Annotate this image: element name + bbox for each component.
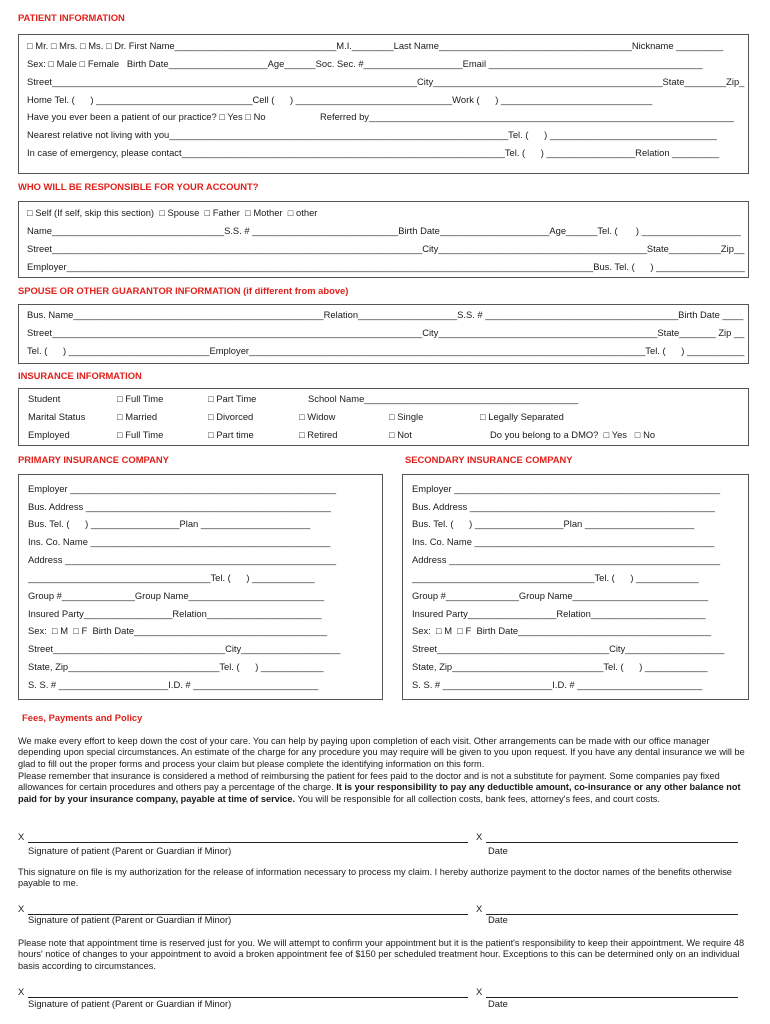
authorization-paragraph: This signature on file is my authorization for the release of information necessary to process my claim. I hereby authorize payment to the doctor names of the benefits otherwise payable to me. — [18, 867, 732, 889]
student-part-time-checkbox[interactable]: □ Part Time — [208, 393, 257, 404]
signature-x-2: X — [18, 903, 25, 914]
widow-checkbox[interactable]: □ Widow — [299, 411, 336, 422]
legally-separated-checkbox[interactable]: □ Legally Separated — [480, 411, 564, 422]
primary-ssn-field[interactable]: S. S. # _____________________I.D. # ________________________ — [28, 679, 319, 690]
patient-previous-row[interactable]: Have you ever been a patient of our practice? □ Yes □ No — [27, 111, 266, 122]
primary-street-field[interactable]: Street_________________________________City___________________ — [28, 643, 341, 654]
secondary-state-field[interactable]: State, Zip_____________________________Tel. ( ) ____________ — [412, 661, 708, 672]
employed-part-time-checkbox[interactable]: □ Part time — [208, 429, 254, 440]
fees-paragraph-1: We make every effort to keep down the cost of your care. You can help by paying upon completion of each visit. Other arrangements can be made with our office manager depending upon special circumstances. An estimate of the charge for any procedure you may require will be given to you upon request. If you have any dental insurance we will be glad to fill out the proper forms and process your claim but please complete the identifying information on this form. — [18, 736, 745, 769]
signature-label-2: Signature of patient (Parent or Guardian if Minor) — [28, 914, 232, 925]
retired-checkbox[interactable]: □ Retired — [299, 429, 338, 440]
referred-by-field[interactable]: Referred by______________________________________________________________________ — [320, 111, 734, 122]
divorced-checkbox[interactable]: □ Divorced — [208, 411, 254, 422]
responsible-employer-row[interactable]: Employer_____________________________________________________________________________________________________Bus. Tel. ( ) _________________ — [27, 261, 745, 272]
fees-heading: Fees, Payments and Policy — [22, 712, 143, 723]
marital-status-label: Marital Status — [28, 411, 86, 422]
patient-address-row[interactable]: Street______________________________________________________________________City____________________________________________State________Zip_ — [27, 76, 745, 87]
dmo-question[interactable]: Do you belong to a DMO? □ Yes □ No — [490, 429, 656, 440]
primary-heading: PRIMARY INSURANCE COMPANY — [18, 454, 169, 465]
secondary-tel-field[interactable]: ___________________________________Tel. ( ) ____________ — [412, 572, 699, 583]
signature-x-3: X — [18, 986, 25, 997]
secondary-heading: SECONDARY INSURANCE COMPANY — [405, 454, 573, 465]
employed-label: Employed — [28, 429, 70, 440]
primary-employer-field[interactable]: Employer ___________________________________________________ — [28, 483, 337, 494]
secondary-address-field[interactable]: Address ____________________________________________________ — [412, 554, 721, 565]
insurance-heading: INSURANCE INFORMATION — [18, 370, 142, 381]
primary-sex-field[interactable]: Sex: □ M □ F Birth Date_____________________________________ — [28, 625, 328, 636]
responsible-relation-row[interactable]: □ Self (If self, skip this section) □ Spouse □ Father □ Mother □ other — [27, 207, 318, 218]
secondary-bus-address-field[interactable]: Bus. Address _______________________________________________ — [412, 501, 715, 512]
primary-group-field[interactable]: Group #______________Group Name__________________________ — [28, 590, 325, 601]
emergency-contact-row[interactable]: In case of emergency, please contact______________________________________________________________Tel. ( ) _________________Relation _________ — [27, 147, 720, 158]
date-x-1: X — [476, 831, 483, 842]
student-label: Student — [28, 393, 61, 404]
employed-full-time-checkbox[interactable]: □ Full Time — [117, 429, 164, 440]
primary-insured-field[interactable]: Insured Party_________________Relation______________________ — [28, 608, 322, 619]
signature-line-1[interactable] — [28, 842, 468, 843]
date-x-3: X — [476, 986, 483, 997]
secondary-employer-field[interactable]: Employer ___________________________________________________ — [412, 483, 721, 494]
appointment-paragraph: Please note that appointment time is reserved just for you. We will attempt to confirm your appointment but it is the patient's responsibility to keep their appointment. We require 48 hours' notice of changes to your appointment to avoid a broken appointment fee of $150 per scheduled treatment hour. Exceptions to this can be determined only on an individual basis according to circumstances. — [18, 938, 745, 971]
secondary-ins-co-field[interactable]: Ins. Co. Name ______________________________________________ — [412, 536, 715, 547]
patient-sex-row[interactable]: Sex: □ Male □ Female Birth Date___________________Age______Soc. Sec. #___________________Email _________________________________________ — [27, 58, 703, 69]
date-x-2: X — [476, 903, 483, 914]
single-checkbox[interactable]: □ Single — [389, 411, 424, 422]
responsible-address-row[interactable]: Street_______________________________________________________________________City________________________________________State__________Zip__ — [27, 243, 745, 254]
date-line-3[interactable] — [486, 997, 738, 998]
spouse-address-row[interactable]: Street_______________________________________________________________________City__________________________________________State_______ Zip __ — [27, 327, 745, 338]
student-full-time-checkbox[interactable]: □ Full Time — [117, 393, 164, 404]
date-label-3: Date — [488, 998, 508, 1009]
nearest-relative-row[interactable]: Nearest relative not living with you_________________________________________________________________Tel. ( ) ________________________________ — [27, 129, 717, 140]
spouse-business-row[interactable]: Bus. Name________________________________________________Relation___________________S.S. # _____________________________________Birth Date ____ — [27, 309, 744, 320]
secondary-insured-field[interactable]: Insured Party_________________Relation______________________ — [412, 608, 706, 619]
spouse-phone-row[interactable]: Tel. ( ) ___________________________Employer____________________________________________________________________________Tel. ( ) ___________ — [27, 345, 745, 356]
secondary-sex-field[interactable]: Sex: □ M □ F Birth Date_____________________________________ — [412, 625, 712, 636]
responsible-heading: WHO WILL BE RESPONSIBLE FOR YOUR ACCOUNT? — [18, 181, 259, 192]
patient-name-row[interactable]: □ Mr. □ Mrs. □ Ms. □ Dr. First Name_______________________________M.I.________Last Name_____________________________________Nickname _________ — [27, 40, 724, 51]
spouse-heading: SPOUSE OR OTHER GUARANTOR INFORMATION (if different from above) — [18, 285, 349, 296]
date-line-1[interactable] — [486, 842, 738, 843]
not-employed-checkbox[interactable]: □ Not — [389, 429, 412, 440]
primary-state-field[interactable]: State, Zip_____________________________Tel. ( ) ____________ — [28, 661, 324, 672]
date-label-1: Date — [488, 845, 508, 856]
signature-label-1: Signature of patient (Parent or Guardian if Minor) — [28, 845, 232, 856]
date-line-2[interactable] — [486, 914, 738, 915]
signature-label-3: Signature of patient (Parent or Guardian if Minor) — [28, 998, 232, 1009]
primary-bus-tel-field[interactable]: Bus. Tel. ( ) _________________Plan _____________________ — [28, 518, 311, 529]
primary-address-field[interactable]: Address ____________________________________________________ — [28, 554, 337, 565]
secondary-group-field[interactable]: Group #______________Group Name__________________________ — [412, 590, 709, 601]
secondary-street-field[interactable]: Street_________________________________City___________________ — [412, 643, 725, 654]
date-label-2: Date — [488, 914, 508, 925]
primary-ins-co-field[interactable]: Ins. Co. Name ______________________________________________ — [28, 536, 331, 547]
patient-phone-row[interactable]: Home Tel. ( ) ______________________________Cell ( ) ______________________________Work ( ) _____________________________ — [27, 94, 653, 105]
married-checkbox[interactable]: □ Married — [117, 411, 158, 422]
patient-heading: PATIENT INFORMATION — [18, 12, 125, 23]
fees-paragraph-2: Please remember that insurance is considered a method of reimbursing the patient for fees paid to the doctor and is not a substitute for payment. Some companies pay fixed allowances for certain procedures and others pay a percentage of the charge. It is your responsibility to pay any deductible amount, co-insurance or any other balance not paid for by your insurance company, payable at time of service. You will be responsible for all collection costs, bank fees, attorney's fees, and court costs. — [18, 771, 741, 804]
secondary-ssn-field[interactable]: S. S. # _____________________I.D. # ________________________ — [412, 679, 703, 690]
signature-x-1: X — [18, 831, 25, 842]
primary-tel-field[interactable]: ___________________________________Tel. ( ) ____________ — [28, 572, 315, 583]
secondary-bus-tel-field[interactable]: Bus. Tel. ( ) _________________Plan _____________________ — [412, 518, 695, 529]
primary-bus-address-field[interactable]: Bus. Address _______________________________________________ — [28, 501, 331, 512]
school-name-field[interactable]: School Name_________________________________________ — [308, 393, 579, 404]
responsible-name-row[interactable]: Name_________________________________S.S. # ____________________________Birth Date_____________________Age______Tel. ( ) ___________________ — [27, 225, 741, 236]
